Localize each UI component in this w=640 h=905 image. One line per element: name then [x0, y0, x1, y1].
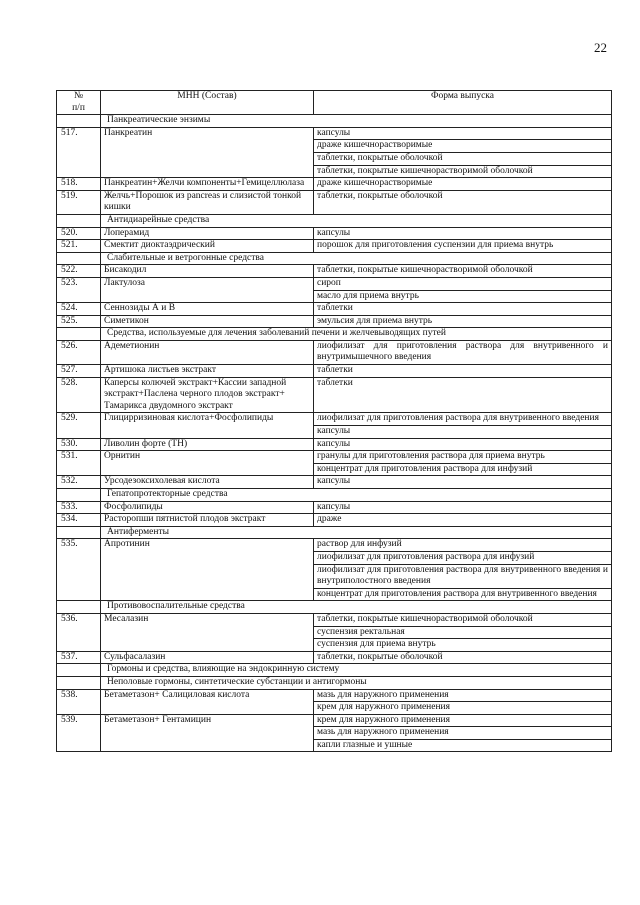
item-number: 523. [57, 277, 101, 302]
section-number-cell [57, 252, 101, 265]
item-name: Лактулоза [101, 277, 314, 302]
item-form: мазь для наружного применения [314, 727, 612, 740]
item-name: Сеннозиды А и В [101, 303, 314, 316]
item-form: лиофилизат для приготовления раствора для инфузий [314, 551, 612, 564]
section-heading: Средства, используемые для лечения заболеваний печени и желчевыводящих путей [101, 328, 612, 341]
item-number: 521. [57, 240, 101, 253]
section-number-cell [57, 328, 101, 341]
table-row [57, 651, 612, 664]
section-row [57, 252, 612, 265]
item-name: Желчь+Порошок из pancreas и слизистой тонкой кишки [101, 190, 314, 214]
item-name: Панкреатин [101, 127, 314, 177]
item-form: капли глазные и ушные [314, 739, 612, 752]
section-number-cell [57, 526, 101, 539]
item-number: 530. [57, 438, 101, 451]
item-number: 529. [57, 413, 101, 438]
table-body [57, 115, 612, 752]
item-number: 526. [57, 340, 101, 364]
item-form: таблетки [314, 365, 612, 378]
table-row [57, 377, 612, 413]
item-name: Каперсы колючей экстракт+Кассии западной экстракт+Паслена черного плодов экстракт+ Тамарикса двудомного экстракт [101, 377, 314, 413]
item-name: Урсодезоксихолевая кислота [101, 476, 314, 489]
table-row [57, 501, 612, 514]
item-form: капсулы [314, 501, 612, 514]
table-row [57, 240, 612, 253]
header-form: Форма выпуска [314, 91, 612, 115]
item-form: таблетки [314, 303, 612, 316]
item-name: Месалазин [101, 613, 314, 651]
section-row [57, 214, 612, 227]
table-header-row [57, 91, 612, 115]
item-form: капсулы [314, 127, 612, 140]
item-form: драже кишечнорастворимые [314, 178, 612, 191]
section-row [57, 676, 612, 689]
table-row [57, 277, 612, 290]
item-form: суспензия ректальная [314, 626, 612, 639]
item-form: таблетки, покрытые оболочкой [314, 651, 612, 664]
table-row [57, 315, 612, 328]
item-form: капсулы [314, 476, 612, 489]
item-name: Симетикон [101, 315, 314, 328]
section-heading: Неполовые гормоны, синтетические субстанции и антигормоны [101, 676, 612, 689]
table-row [57, 340, 612, 364]
section-heading: Гормоны и средства, влияющие на эндокринную систему [101, 664, 612, 677]
item-form: крем для наружного применения [314, 714, 612, 727]
header-name: МНН (Состав) [101, 91, 314, 115]
section-heading: Слабительные и ветрогонные средства [101, 252, 612, 265]
item-name: Смектит диоктаэдрический [101, 240, 314, 253]
table-row [57, 303, 612, 316]
section-row [57, 115, 612, 128]
item-name: Апротинин [101, 539, 314, 601]
item-form: гранулы для приготовления раствора для приема внутрь [314, 451, 612, 464]
item-form: капсулы [314, 426, 612, 439]
item-form: драже [314, 514, 612, 527]
drug-table [56, 90, 612, 752]
section-number-cell [57, 664, 101, 677]
table-row [57, 190, 612, 214]
table-row [57, 539, 612, 552]
item-number: 528. [57, 377, 101, 413]
table-row [57, 127, 612, 140]
item-number: 533. [57, 501, 101, 514]
item-number: 527. [57, 365, 101, 378]
item-form: концентрат для приготовления раствора для инфузий [314, 463, 612, 476]
section-number-cell [57, 601, 101, 614]
item-number: 532. [57, 476, 101, 489]
item-number: 537. [57, 651, 101, 664]
item-form: эмульсия для приема внутрь [314, 315, 612, 328]
section-row [57, 664, 612, 677]
item-number: 539. [57, 714, 101, 752]
item-number: 524. [57, 303, 101, 316]
item-number: 536. [57, 613, 101, 651]
item-form: таблетки, покрытые оболочкой [314, 152, 612, 165]
item-form: мазь для наружного применения [314, 689, 612, 702]
item-form: таблетки, покрытые кишечнорастворимой оболочкой [314, 165, 612, 178]
item-form: таблетки [314, 377, 612, 413]
section-row [57, 601, 612, 614]
item-number: 517. [57, 127, 101, 177]
item-form: раствор для инфузий [314, 539, 612, 552]
item-name: Панкреатин+Желчи компоненты+Гемицеллюлаза [101, 178, 314, 191]
item-number: 520. [57, 227, 101, 240]
item-form: крем для наружного применения [314, 702, 612, 715]
item-form: лиофилизат для приготовления раствора для внутривенного введения [314, 413, 612, 426]
item-form: капсулы [314, 227, 612, 240]
section-heading: Гепатопротекторные средства [101, 489, 612, 502]
table-row [57, 265, 612, 278]
section-heading: Противовоспалительные средства [101, 601, 612, 614]
table-row [57, 227, 612, 240]
item-number: 519. [57, 190, 101, 214]
section-number-cell [57, 115, 101, 128]
item-form: драже кишечнорастворимые [314, 140, 612, 153]
item-name: Адеметионин [101, 340, 314, 364]
item-name: Бисакодил [101, 265, 314, 278]
section-number-cell [57, 676, 101, 689]
item-number: 518. [57, 178, 101, 191]
table-row [57, 689, 612, 702]
item-name: Фосфолипиды [101, 501, 314, 514]
item-name: Бетаметазон+ Гентамицин [101, 714, 314, 752]
table-row [57, 476, 612, 489]
item-form: масло для приема внутрь [314, 290, 612, 303]
table-row [57, 451, 612, 464]
item-form: таблетки, покрытые оболочкой [314, 190, 612, 214]
section-row [57, 526, 612, 539]
section-heading: Антиферменты [101, 526, 612, 539]
section-row [57, 489, 612, 502]
item-number: 535. [57, 539, 101, 601]
section-number-cell [57, 489, 101, 502]
item-form: таблетки, покрытые кишечнорастворимой оболочкой [314, 613, 612, 626]
header-number: № п/п [57, 91, 101, 115]
item-form: суспензия для приема внутрь [314, 639, 612, 652]
item-form: сироп [314, 277, 612, 290]
item-name: Глицирризиновая кислота+Фосфолипиды [101, 413, 314, 438]
item-form: капсулы [314, 438, 612, 451]
item-number: 531. [57, 451, 101, 476]
item-name: Сульфасалазин [101, 651, 314, 664]
table-row [57, 714, 612, 727]
item-form: таблетки, покрытые кишечнорастворимой оболочкой [314, 265, 612, 278]
item-form: порошок для приготовления суспензии для приема внутрь [314, 240, 612, 253]
item-form: концентрат для приготовления раствора для внутривенного введения [314, 588, 612, 601]
section-heading: Панкреатические энзимы [101, 115, 612, 128]
item-name: Расторопши пятнистой плодов экстракт [101, 514, 314, 527]
item-number: 534. [57, 514, 101, 527]
item-number: 525. [57, 315, 101, 328]
table-row [57, 365, 612, 378]
page-number: 22 [594, 40, 607, 55]
item-number: 522. [57, 265, 101, 278]
table-row [57, 438, 612, 451]
item-form: лиофилизат для приготовления раствора для внутривенного введения и внутриполостного введения [314, 564, 612, 588]
table-row [57, 413, 612, 426]
table-row [57, 514, 612, 527]
table-row [57, 178, 612, 191]
item-name: Лоперамид [101, 227, 314, 240]
item-name: Ливолин форте (ТН) [101, 438, 314, 451]
item-form: лиофилизат для приготовления раствора для внутривенного и внутримышечного введения [314, 340, 612, 364]
item-name: Артишока листьев экстракт [101, 365, 314, 378]
item-name: Орнитин [101, 451, 314, 476]
section-number-cell [57, 214, 101, 227]
item-name: Бетаметазон+ Салициловая кислота [101, 689, 314, 714]
item-number: 538. [57, 689, 101, 714]
table-row [57, 613, 612, 626]
section-heading: Антидиарейные средства [101, 214, 612, 227]
section-row [57, 328, 612, 341]
